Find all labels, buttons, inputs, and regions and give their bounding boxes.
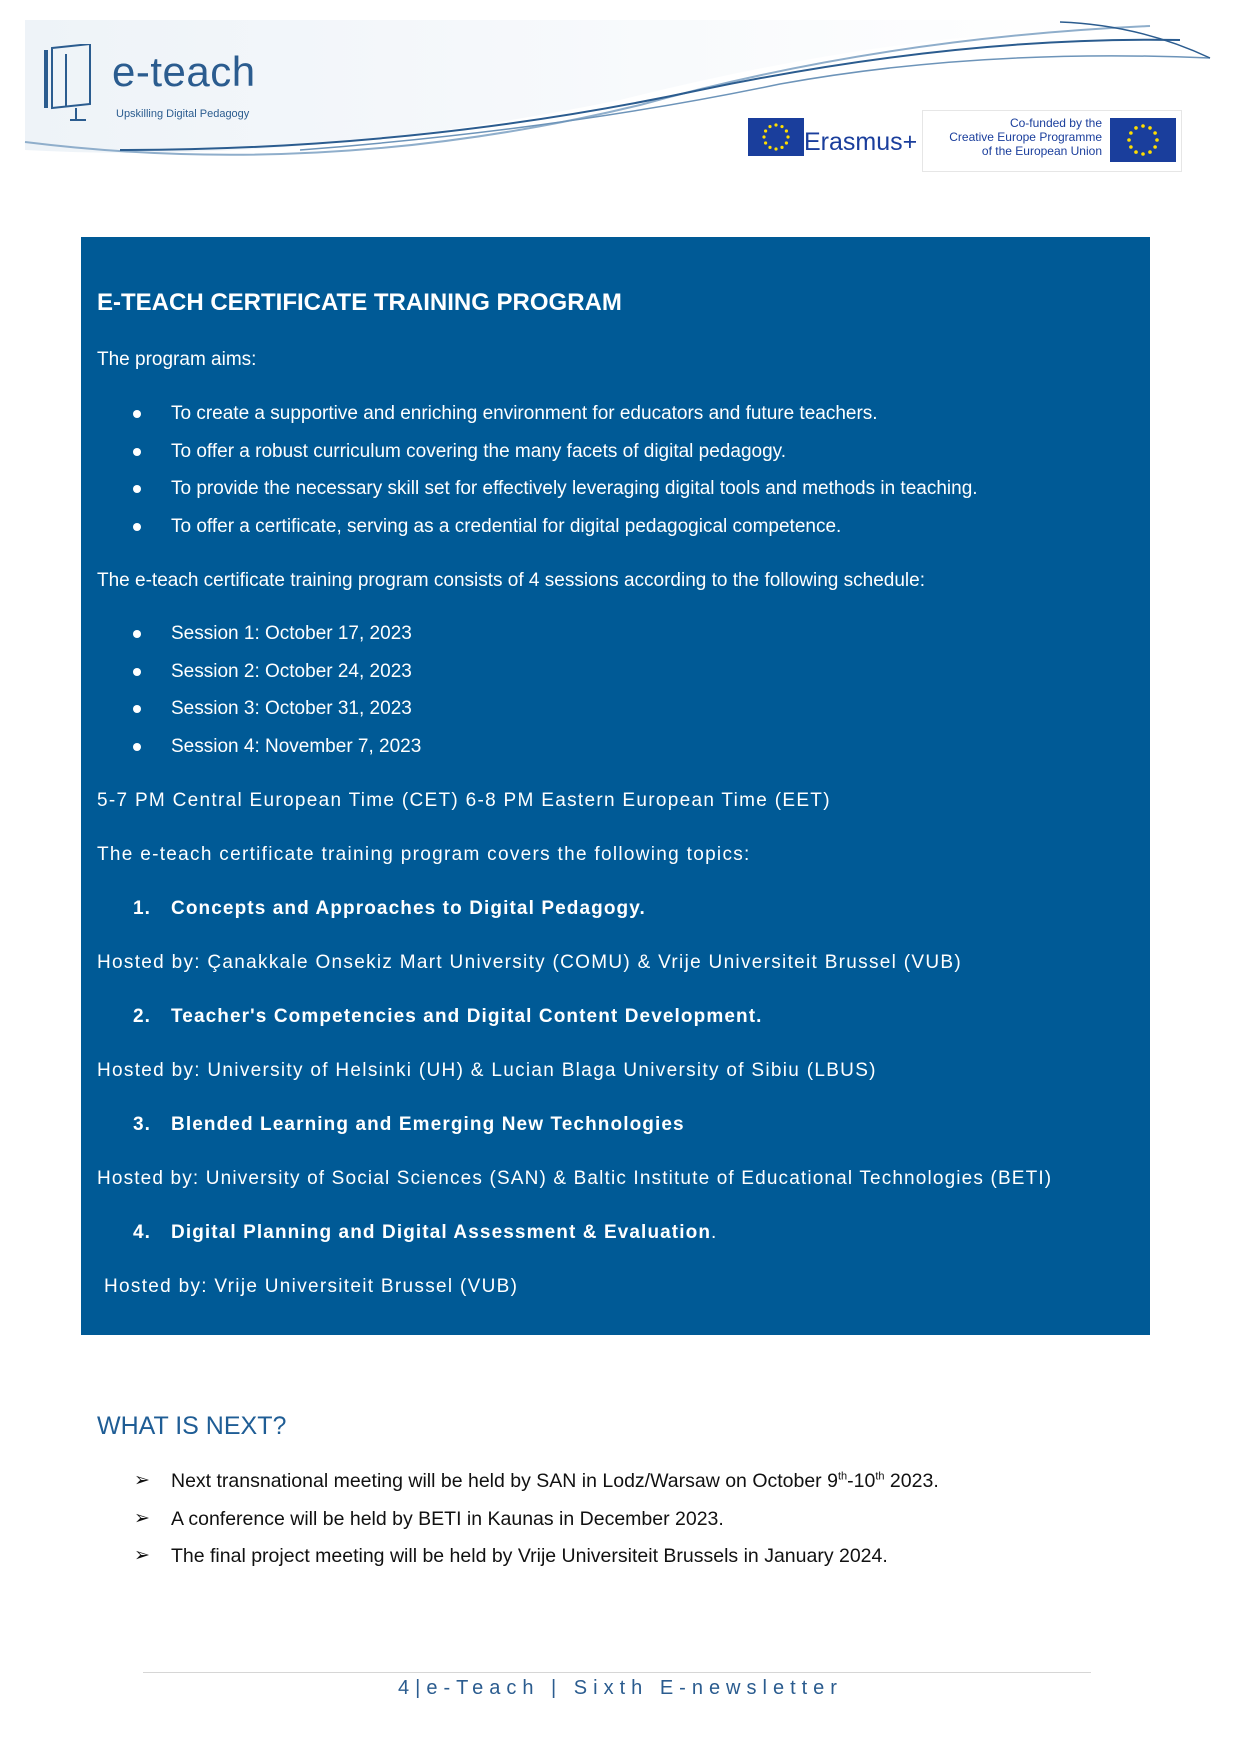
topic-hosted-by: Hosted by: University of Social Sciences (SAN) & Baltic Institute of Educational Technologies (BETI)	[97, 1168, 1053, 1189]
cofunded-text	[926, 116, 1102, 158]
topic-number: 4.	[133, 1222, 152, 1243]
time-note: 5-7 PM Central European Time (CET) 6-8 PM Eastern European Time (EET)	[97, 790, 831, 811]
erasmus-label: Erasmus+	[804, 128, 918, 156]
eu-flag-icon	[748, 118, 804, 156]
topic-title: Digital Planning and Digital Assessment & Evaluation	[171, 1222, 712, 1243]
list-item: To provide the necessary skill set for effectively leveraging digital tools and methods in teaching.	[121, 477, 978, 515]
page-footer: 4|e-Teach | Sixth E-newsletter	[398, 1677, 843, 1699]
arrow-bullet-icon: ➢	[134, 1545, 150, 1566]
page-header	[0, 0, 1241, 190]
arrow-bullet-icon: ➢	[134, 1470, 150, 1491]
topic-heading	[133, 1222, 717, 1244]
bullet-icon	[133, 668, 141, 676]
topic-number: 2.	[133, 1006, 152, 1027]
list-item: Session 2: October 24, 2023	[121, 660, 421, 698]
topic-heading	[133, 1114, 685, 1136]
topic-hosted-by: Hosted by: University of Helsinki (UH) & Lucian Blaga University of Sibiu (LBUS)	[97, 1060, 877, 1081]
topic-heading	[133, 1006, 763, 1028]
topic-title: Teacher's Competencies and Digital Content Development.	[171, 1006, 763, 1027]
certificate-program-panel	[81, 237, 1150, 1335]
logo-tagline: Upskilling Digital Pedagogy	[116, 108, 250, 120]
topic-title: Blended Learning and Emerging New Technologies	[171, 1114, 685, 1135]
schedule-intro: The e-teach certificate training program consists of 4 sessions according to the following schedule:	[97, 570, 925, 591]
cofunded-line-2: Creative Europe Programme	[949, 130, 1102, 144]
list-item: To offer a certificate, serving as a credential for digital pedagogical competence.	[121, 515, 978, 553]
topic-number: 3.	[133, 1114, 152, 1135]
topics-intro: The e-teach certificate training program covers the following topics:	[97, 844, 751, 865]
topic-heading	[133, 898, 646, 920]
e-teach-logo-icon	[40, 44, 102, 122]
bullet-icon	[133, 705, 141, 713]
logo-name: e-teach	[112, 48, 256, 95]
topic-title-suffix: .	[711, 1222, 718, 1243]
list-item: ➢ The final project meeting will be held by Vrije Universiteit Brussels in January 2024.	[134, 1545, 888, 1567]
list-item: ➢ A conference will be held by BETI in Kaunas in December 2023.	[134, 1507, 724, 1530]
arrow-bullet-icon: ➢	[134, 1507, 150, 1529]
topic-hosted-by: Hosted by: Çanakkale Onsekiz Mart University (COMU) & Vrije Universiteit Brussel (VUB)	[97, 952, 962, 973]
list-item: Session 3: October 31, 2023	[121, 697, 421, 735]
aims-list	[121, 402, 978, 552]
list-item: To create a supportive and enriching environment for educators and future teachers.	[121, 402, 978, 440]
sessions-list	[121, 622, 421, 772]
eu-flag-icon	[1110, 118, 1176, 167]
what-is-next-heading: WHAT IS NEXT?	[97, 1412, 287, 1440]
panel-title: E-TEACH CERTIFICATE TRAINING PROGRAM	[97, 289, 622, 316]
topic-number: 1.	[133, 898, 152, 919]
e-teach-logo	[40, 44, 280, 124]
topic-title: Concepts and Approaches to Digital Pedagogy.	[171, 898, 646, 919]
bullet-icon	[133, 743, 141, 751]
list-item: To offer a robust curriculum covering the many facets of digital pedagogy.	[121, 440, 978, 478]
footer-divider	[143, 1672, 1091, 1673]
bullet-icon	[133, 448, 141, 456]
list-item: Session 1: October 17, 2023	[121, 622, 421, 660]
cofunded-line-1: Co-funded by the	[1009, 116, 1102, 130]
cofunded-line-3: of the European Union	[981, 144, 1102, 158]
next-events-list	[134, 1469, 939, 1582]
bullet-icon	[133, 410, 141, 418]
bullet-icon	[133, 523, 141, 531]
list-item: Session 4: November 7, 2023	[121, 735, 421, 773]
bullet-icon	[133, 630, 141, 638]
bullet-icon	[133, 485, 141, 493]
topic-hosted-by: Hosted by: Vrije Universiteit Brussel (VUB)	[104, 1276, 519, 1297]
list-item: ➢ Next transnational meeting will be held by SAN in Lodz/Warsaw on October 9th-10th 2023.	[134, 1470, 939, 1492]
aims-intro: The program aims:	[97, 349, 257, 370]
